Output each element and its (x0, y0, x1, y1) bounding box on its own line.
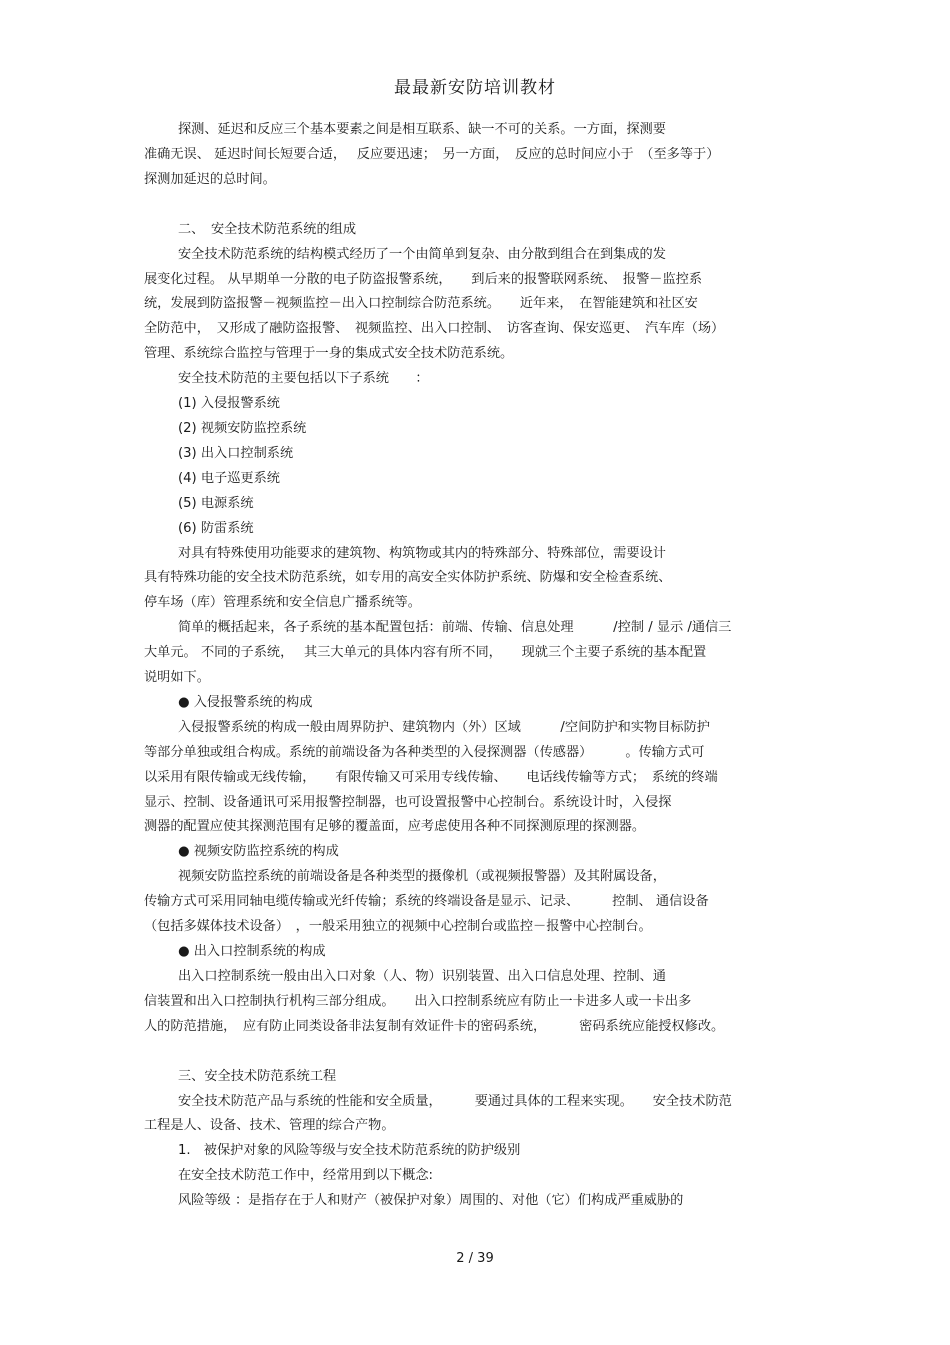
list-item: (4) 电子巡更系统 (178, 470, 280, 486)
paragraph-line: 统，发展到防盗报警－视频监控－出入口控制综合防范系统。 近年来， 在智能建筑和社区安 (144, 296, 698, 312)
list-item: (1) 入侵报警系统 (178, 396, 280, 412)
paragraph-line: 传输方式可采用同轴电缆传输或光纤传输；系统的终端设备是显示、记录、 控制、 通信设备 (144, 894, 709, 910)
paragraph-line: 安全技术防范产品与系统的性能和安全质量， 要通过具体的工程来实现。 安全技术防范 (178, 1093, 732, 1109)
paragraph-line: 简单的概括起来，各子系统的基本配置包括：前端、传输、信息处理 /控制 / 显示 /通信三 (178, 620, 732, 636)
paragraph-line: 准确无误、 延迟时间长短要合适， 反应要迅速； 另一方面， 反应的总时间应小于 （至多等于） (144, 146, 720, 162)
paragraph-line: 视频安防监控系统的前端设备是各种类型的摄像机（或视频报警器）及其附属设备， (178, 869, 666, 885)
paragraph-line: 探测、延迟和反应三个基本要素之间是相互联系、缺一不可的关系。一方面，探测要 (178, 122, 666, 137)
paragraph-line: 工程是人、设备、技术、管理的综合产物。 (144, 1118, 395, 1134)
paragraph-line: 风险等级 ：是指存在于人和财产（被保护对象）周围的、对他（它）们构成严重威胁的 (178, 1193, 684, 1209)
list-item: (6) 防雷系统 (178, 520, 254, 536)
bullet-heading: ● 视频安防监控系统的构成 (178, 844, 339, 860)
paragraph-line: 全防范中， 又形成了融防盗报警、 视频监控、出入口控制、 访客查询、保安巡更、 汽车库（场） (144, 321, 725, 337)
list-item: (3) 出入口控制系统 (178, 445, 294, 461)
section-heading: 二、 安全技术防范系统的组成 (178, 221, 357, 237)
document-body (144, 118, 808, 1214)
paragraph-line: 出入口控制系统一般由出入口对象（人、物）识别装置、出入口信息处理、控制、通 (178, 968, 666, 984)
paragraph-line: 停车场（库）管理系统和安全信息广播系统等。 (144, 595, 421, 611)
paragraph-line: （包括多媒体技术设备） ，一般采用独立的视频中心控制台或监控－报警中心控制台。 (144, 919, 652, 935)
paragraph-line: 显示、控制、设备通讯可采用报警控制器，也可设置报警中心控制台。系统设计时，入侵探 (144, 794, 672, 810)
paragraph-line: 测器的配置应使其探测范围有足够的覆盖面，应考虑使用各种不同探测原理的探测器。 (144, 819, 646, 835)
page-title: 最最新安防培训教材 (394, 78, 556, 98)
paragraph-line: 信装置和出入口控制执行机构三部分组成。 出入口控制系统应有防止一卡进多人或一卡出多 (144, 993, 692, 1009)
paragraph-line: 入侵报警系统的构成一般由周界防护、建筑物内（外）区域 /空间防护和实物目标防护 (178, 719, 710, 735)
list-item: (5) 电源系统 (178, 495, 254, 511)
section-heading: 三、安全技术防范系统工程 (178, 1068, 337, 1084)
paragraph-line: 对具有特殊使用功能要求的建筑物、构筑物或其内的特殊部分、特殊部位，需要设计 (178, 545, 666, 561)
page-number: 2 / 39 (456, 1251, 494, 1266)
paragraph-line: 探测加延迟的总时间。 (144, 171, 276, 187)
paragraph-line: 人的防范措施， 应有防止同类设备非法复制有效证件卡的密码系统， 密码系统应能授权修改。 (144, 1018, 725, 1034)
paragraph-line: 说明如下。 (144, 670, 210, 686)
paragraph-line: 以采用有限传输或无线传输， 有限传输又可采用专线传输、 电话线传输等方式； 系统的终端 (144, 769, 718, 785)
paragraph-line: 等部分单独或组合构成。系统的前端设备为各种类型的入侵探测器（传感器） 。传输方式可 (144, 744, 705, 760)
paragraph-line: 安全技术防范系统的结构模式经历了一个由简单到复杂、由分散到组合在到集成的发 (178, 246, 666, 262)
paragraph-line: 展变化过程。 从早期单一分散的电子防盗报警系统， 到后来的报警联网系统、 报警－监控系 (144, 271, 703, 287)
bullet-heading: ● 出入口控制系统的构成 (178, 944, 326, 959)
paragraph-line: 安全技术防范的主要包括以下子系统 ： (178, 371, 429, 387)
bullet-heading: ● 入侵报警系统的构成 (178, 694, 313, 710)
list-item: (2) 视频安防监控系统 (178, 420, 307, 436)
paragraph-line: 具有特殊功能的安全技术防范系统，如专用的高安全实体防护系统、防爆和安全检查系统、 (144, 570, 672, 586)
paragraph-line: 管理、系统综合监控与管理于一身的集成式安全技术防范系统。 (144, 346, 514, 362)
paragraph-line: 在安全技术防范工作中，经常用到以下概念: (178, 1168, 434, 1184)
paragraph-line: 大单元。 不同的子系统， 其三大单元的具体内容有所不同， 现就三个主要子系统的基本配置 (144, 645, 707, 661)
numbered-heading: 1. 被保护对象的风险等级与安全技术防范系统的防护级别 (178, 1143, 521, 1159)
